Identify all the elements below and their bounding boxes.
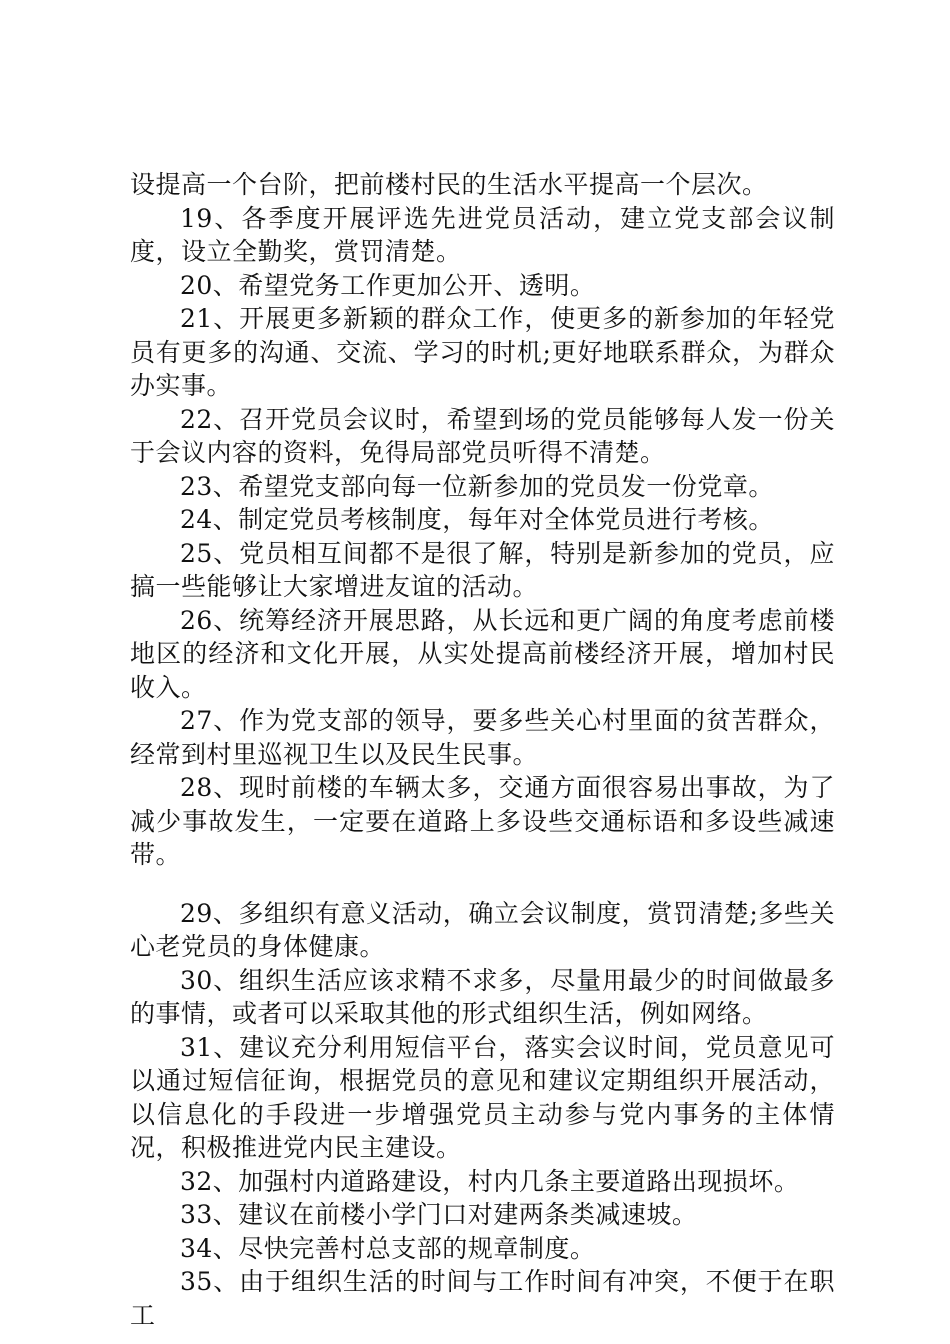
paragraph-0: 设提高一个台阶，把前楼村民的生活水平提高一个层次。: [130, 170, 768, 199]
paragraph-25: 25、党员相互间都不是很了解，特别是新参加的党员，应搞一些能够让大家增进友谊的活动。: [130, 538, 835, 601]
paragraph-22: 22、召开党员会议时，希望到场的党员能够每人发一份关于会议内容的资料，免得局部党员听得不清楚。: [130, 404, 835, 467]
paragraph-23: 23、希望党支部向每一位新参加的党员发一份党章。: [180, 471, 774, 501]
paragraph-32: 32、加强村内道路建设，村内几条主要道路出现损坏。: [180, 1166, 800, 1196]
paragraph-28: 28、现时前楼的车辆太多，交通方面很容易出事故，为了减少事故发生，一定要在道路上多设些交通标语和多设些减速带。: [130, 773, 835, 869]
paragraph-24: 24、制定党员考核制度，每年对全体党员进行考核。: [180, 505, 774, 534]
paragraph-20: 20、希望党务工作更加公开、透明。: [180, 270, 596, 300]
paragraph-21: 21、开展更多新颖的群众工作，使更多的新参加的年轻党员有更多的沟通、交流、学习的时机;更好地联系群众，为群众办实事。: [130, 304, 835, 400]
paragraph-19: 19、各季度开展评选先进党员活动，建立党支部会议制度，设立全勤奖，赏罚清楚。: [130, 203, 835, 266]
paragraph-29: 29、多组织有意义活动，确立会议制度，赏罚清楚;多些关心老党员的身体健康。: [130, 898, 835, 961]
paragraph-30: 30、组织生活应该求精不求多，尽量用最少的时间做最多的事情，或者可以采取其他的形式组织生活，例如网络。: [130, 965, 835, 1028]
paragraph-31: 31、建议充分利用短信平台，落实会议时间，党员意见可以通过短信征询，根据党员的意见和建议定期组织开展活动，以信息化的手段进一步增强党员主动参与党内事务的主体情况，积极推进党内民主建设。: [130, 1032, 835, 1162]
paragraph-27: 27、作为党支部的领导，要多些关心村里面的贫苦群众，经常到村里巡视卫生以及民生民事。: [130, 706, 835, 769]
document-body: [130, 168, 835, 1332]
paragraph-35: 35、由于组织生活的时间与工作时间有冲突，不便于在职工: [130, 1267, 835, 1330]
paragraph-26: 26、统筹经济开展思路，从长远和更广阔的角度考虑前楼地区的经济和文化开展，从实处提高前楼经济开展，增加村民收入。: [130, 605, 835, 702]
paragraph-33: 33、建议在前楼小学门口对建两条类减速坡。: [180, 1200, 698, 1229]
paragraph-34: 34、尽快完善村总支部的规章制度。: [180, 1233, 596, 1263]
